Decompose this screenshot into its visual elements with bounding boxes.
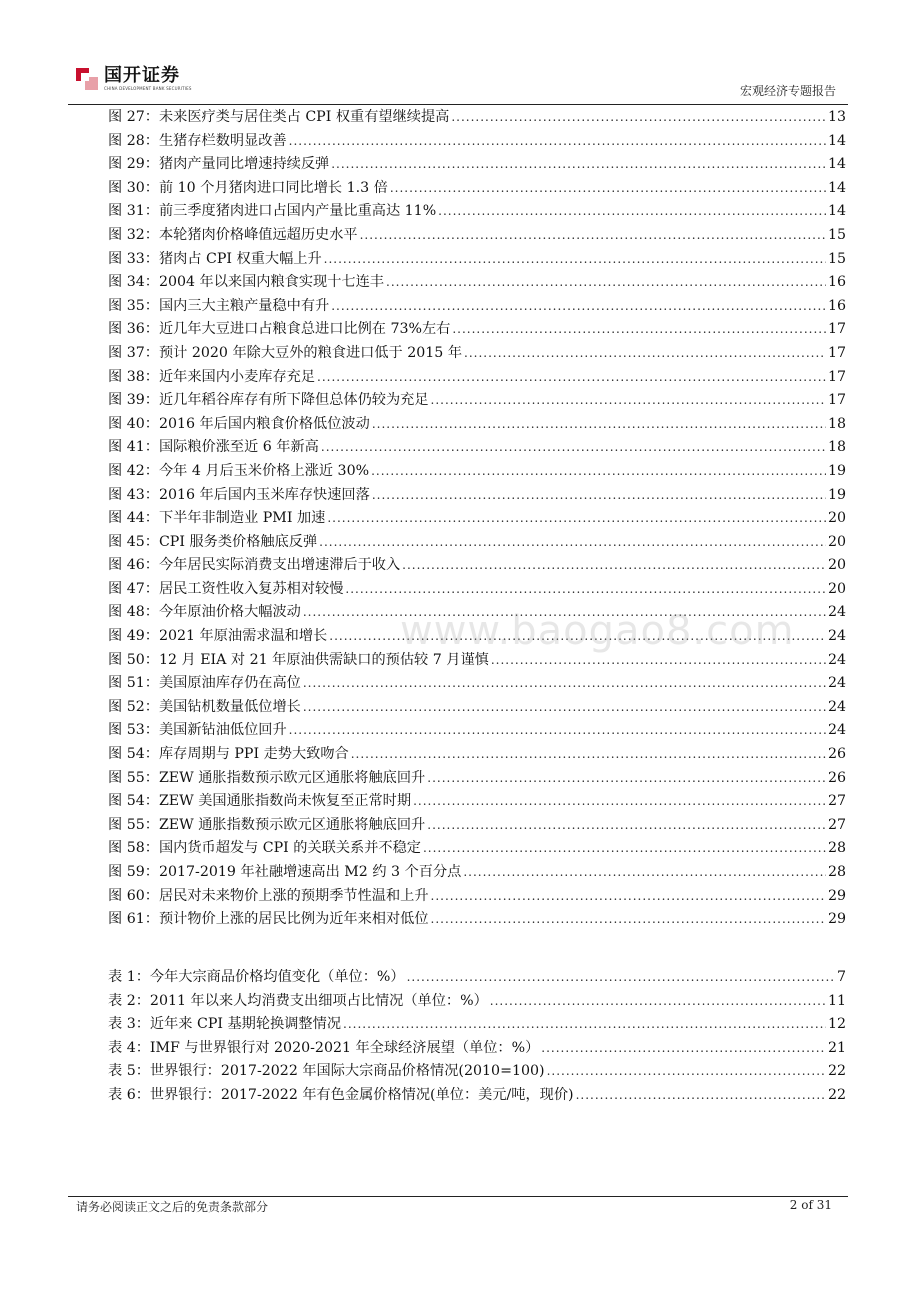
toc-entry-page: 24 xyxy=(827,675,846,692)
toc-entry-page: 24 xyxy=(827,722,846,739)
toc-leader-dots xyxy=(490,994,826,1008)
toc-entry[interactable] xyxy=(108,106,846,130)
toc-entry[interactable] xyxy=(108,460,846,484)
page-header xyxy=(76,64,846,104)
toc-entry-page: 17 xyxy=(827,344,846,361)
toc-leader-dots xyxy=(317,370,826,384)
logo-mark-icon xyxy=(76,68,98,90)
toc-entry-page: 27 xyxy=(827,793,846,810)
toc-leader-dots xyxy=(452,322,826,336)
toc-entry[interactable] xyxy=(108,531,846,555)
toc-entry[interactable] xyxy=(108,248,846,272)
toc-entry-label: 表 6：世界银行：2017-2022 年有色金属价格情况(单位：美元/吨，现价) xyxy=(108,1086,574,1103)
toc-leader-dots xyxy=(372,417,826,431)
toc-entry-label: 表 1：今年大宗商品价格均值变化（单位：%） xyxy=(108,969,405,985)
toc-entry[interactable] xyxy=(108,837,846,861)
toc-entry-label: 图 39：近几年稻谷库存有所下降但总体仍较为充足 xyxy=(108,392,429,409)
toc-entry[interactable] xyxy=(108,1084,846,1108)
toc-leader-dots xyxy=(324,252,826,266)
toc-leader-dots xyxy=(360,228,826,242)
toc-entry-page: 15 xyxy=(827,250,846,267)
toc-entry-label: 表 4：IMF 与世界银行对 2020-2021 年全球经济展望（单位：%） xyxy=(108,1039,540,1056)
toc-entry-page: 24 xyxy=(827,628,846,645)
toc-entry-label: 图 37：预计 2020 年除大豆外的粮食进口低于 2015 年 xyxy=(108,344,463,361)
toc-leader-dots xyxy=(576,1088,826,1102)
toc-entry-page: 20 xyxy=(827,580,846,597)
toc-leader-dots xyxy=(431,912,826,926)
toc-leader-dots xyxy=(329,629,826,643)
toc-entry[interactable] xyxy=(108,743,846,767)
toc-entry[interactable] xyxy=(108,224,846,248)
toc-entry-page: 14 xyxy=(827,132,846,149)
toc-entry[interactable] xyxy=(108,1013,846,1037)
toc-leader-dots xyxy=(345,582,826,596)
toc-entry-label: 图 40：2016 年后国内粮食价格低位波动 xyxy=(108,415,370,432)
toc-entry-label: 图 47：居民工资性收入复苏相对较慢 xyxy=(108,580,344,597)
toc-entry-page: 26 xyxy=(827,769,846,786)
toc-entry-label: 图 54：库存周期与 PPI 走势大致吻合 xyxy=(108,746,349,763)
toc-entry-page: 26 xyxy=(827,746,846,763)
toc-entry-label: 图 32：本轮猪肉价格峰值远超历史水平 xyxy=(108,226,358,243)
toc-entry[interactable] xyxy=(108,484,846,508)
toc-entry-page: 17 xyxy=(827,392,846,409)
toc-entry[interactable] xyxy=(108,578,846,602)
toc-entry-page: 20 xyxy=(827,533,846,550)
toc-entry[interactable] xyxy=(108,908,846,932)
toc-entry[interactable] xyxy=(108,271,846,295)
toc-entry-label: 图 52：美国钻机数量低位增长 xyxy=(108,698,301,715)
toc-entry-label: 图 41：国际粮价涨至近 6 年新高 xyxy=(108,439,319,456)
footer-divider xyxy=(68,1196,848,1197)
toc-entry-label: 表 2：2011 年以来人均消费支出细项占比情况（单位：%） xyxy=(108,992,488,1009)
toc-leader-dots xyxy=(431,889,826,903)
toc-entry[interactable] xyxy=(108,130,846,154)
toc-entry-page: 19 xyxy=(827,462,846,479)
toc-entry-label: 图 36：近几年大豆进口占粮食总进口比例在 73%左右 xyxy=(108,321,451,338)
toc-entry-page: 24 xyxy=(827,651,846,668)
toc-leader-dots xyxy=(289,723,826,737)
toc-leader-dots xyxy=(547,1064,826,1078)
toc-entry-label: 图 51：美国原油库存仍在高位 xyxy=(108,675,301,692)
toc-entry-page: 7 xyxy=(836,969,846,985)
toc-entry[interactable] xyxy=(108,366,846,390)
toc-entry[interactable] xyxy=(108,966,846,990)
toc-entry[interactable] xyxy=(108,436,846,460)
toc-entry-page: 18 xyxy=(827,415,846,432)
toc-entry-label: 图 54：ZEW 美国通胀指数尚未恢复至正常时期 xyxy=(108,793,412,810)
toc-entry[interactable] xyxy=(108,554,846,578)
toc-entry-label: 图 30：前 10 个月猪肉进口同比增长 1.3 倍 xyxy=(108,179,388,196)
toc-entry-label: 图 50：12 月 EIA 对 21 年原油供需缺口的预估较 7 月谨慎 xyxy=(108,651,489,668)
logo-name-en: CHINA DEVELOPMENT BANK SECURITIES xyxy=(104,86,192,91)
toc-leader-dots xyxy=(343,1017,826,1031)
toc-leader-dots xyxy=(427,818,826,832)
toc-entry-page: 24 xyxy=(827,698,846,715)
toc-entry[interactable] xyxy=(108,389,846,413)
toc-entry[interactable] xyxy=(108,200,846,224)
toc-entry[interactable] xyxy=(108,885,846,909)
toc-entry[interactable] xyxy=(108,318,846,342)
toc-leader-dots xyxy=(438,204,826,218)
toc-entry[interactable] xyxy=(108,790,846,814)
toc-entry-page: 29 xyxy=(827,911,846,928)
toc-leader-dots xyxy=(351,747,826,761)
toc-leader-dots xyxy=(331,299,826,313)
toc-entry-label: 图 28：生猪存栏数明显改善 xyxy=(108,132,287,149)
toc-entry-page: 15 xyxy=(827,226,846,243)
logo-name-cn: 国开证券 xyxy=(104,65,180,86)
toc-entry[interactable] xyxy=(108,507,846,531)
toc-entry[interactable] xyxy=(108,295,846,319)
company-logo xyxy=(76,66,192,91)
toc-leader-dots xyxy=(303,700,826,714)
toc-entry[interactable] xyxy=(108,413,846,437)
toc-entry-label: 图 27：未来医疗类与居住类占 CPI 权重有望继续提高 xyxy=(108,109,450,125)
toc-entry-label: 图 33：猪肉占 CPI 权重大幅上升 xyxy=(108,250,322,267)
toc-entry-page: 28 xyxy=(827,864,846,880)
toc-entry-label: 图 55：ZEW 通胀指数预示欧元区通胀将触底回升 xyxy=(108,769,426,786)
toc-entry-label: 图 55：ZEW 通胀指数预示欧元区通胀将触底回升 xyxy=(108,816,426,833)
toc-entry-page: 21 xyxy=(827,1039,846,1056)
toc-entry-page: 14 xyxy=(827,156,846,173)
toc-leader-dots xyxy=(371,464,826,478)
toc-leader-dots xyxy=(413,794,826,808)
toc-leader-dots xyxy=(431,393,826,407)
toc-leader-dots xyxy=(372,488,826,502)
toc-entry[interactable] xyxy=(108,1037,846,1061)
toc-entry[interactable] xyxy=(108,177,846,201)
toc-entry-page: 28 xyxy=(827,840,846,857)
toc-entry-label: 图 49：2021 年原油需求温和增长 xyxy=(108,628,328,645)
footer-disclaimer: 请务必阅读正文之后的免责条款部分 xyxy=(76,1200,269,1214)
toc-entry[interactable] xyxy=(108,990,846,1014)
toc-entry-page: 18 xyxy=(827,439,846,456)
toc-leader-dots xyxy=(491,653,826,667)
toc-entry-label: 图 34：2004 年以来国内粮食实现十七连丰 xyxy=(108,274,384,291)
toc-entry-page: 16 xyxy=(827,274,846,291)
toc-entry-page: 20 xyxy=(827,510,846,527)
toc-entry-label: 图 31：前三季度猪肉进口占国内产量比重高达 11% xyxy=(108,203,437,220)
header-divider xyxy=(68,104,848,105)
toc-leader-dots xyxy=(327,511,826,525)
toc-entry[interactable] xyxy=(108,861,846,885)
toc-entry[interactable] xyxy=(108,342,846,366)
toc-leader-dots xyxy=(386,275,826,289)
toc-entry[interactable] xyxy=(108,601,846,625)
toc-entry[interactable] xyxy=(108,153,846,177)
toc-leader-dots xyxy=(423,841,826,855)
toc-leader-dots xyxy=(390,181,826,195)
tables-toc xyxy=(108,966,846,1108)
toc-entry-page: 19 xyxy=(827,486,846,503)
toc-entry-label: 图 35：国内三大主粮产量稳中有升 xyxy=(108,297,330,314)
toc-entry-page: 14 xyxy=(827,179,846,196)
toc-entry-label: 图 58：国内货币超发与 CPI 的关联关系并不稳定 xyxy=(108,840,421,857)
toc-leader-dots xyxy=(331,157,826,171)
toc-entry-page: 17 xyxy=(827,321,846,338)
toc-entry-label: 图 46：今年居民实际消费支出增速滞后于收入 xyxy=(108,557,401,574)
toc-leader-dots xyxy=(464,346,826,360)
toc-leader-dots xyxy=(289,134,826,148)
figures-toc xyxy=(108,106,846,932)
toc-entry-label: 图 44：下半年非制造业 PMI 加速 xyxy=(108,510,326,527)
toc-leader-dots xyxy=(451,110,826,124)
toc-entry-page: 17 xyxy=(827,368,846,385)
toc-entry-label: 图 59：2017-2019 年社融增速高出 M2 约 3 个百分点 xyxy=(108,864,462,880)
toc-entry[interactable] xyxy=(108,767,846,791)
toc-entry-label: 图 53：美国新钻油低位回升 xyxy=(108,722,287,739)
toc-entry-label: 表 3：近年来 CPI 基期轮换调整情况 xyxy=(108,1016,342,1033)
toc-entry-page: 13 xyxy=(827,109,846,125)
toc-entry[interactable] xyxy=(108,672,846,696)
toc-entry-page: 20 xyxy=(827,557,846,574)
toc-entry-page: 22 xyxy=(827,1063,846,1080)
toc-entry-page: 22 xyxy=(827,1086,846,1103)
toc-leader-dots xyxy=(321,440,826,454)
toc-leader-dots xyxy=(541,1041,826,1055)
toc-entry-label: 图 48：今年原油价格大幅波动 xyxy=(108,604,301,621)
toc-leader-dots xyxy=(319,535,826,549)
toc-leader-dots xyxy=(407,970,835,984)
toc-entry-label: 图 29：猪肉产量同比增速持续反弹 xyxy=(108,156,330,173)
toc-entry-label: 图 42：今年 4 月后玉米价格上涨近 30% xyxy=(108,462,370,479)
watermark: www.baogao8.com xyxy=(400,608,795,654)
report-type: 宏观经济专题报告 xyxy=(739,84,836,98)
toc-entry-page: 16 xyxy=(827,297,846,314)
toc-entry-label: 图 61：预计物价上涨的居民比例为近年来相对低位 xyxy=(108,911,429,928)
toc-entry-page: 12 xyxy=(827,1016,846,1033)
toc-entry-page: 29 xyxy=(827,887,846,904)
toc-entry-label: 图 45：CPI 服务类价格触底反弹 xyxy=(108,533,318,550)
toc-entry[interactable] xyxy=(108,696,846,720)
toc-entry-page: 14 xyxy=(827,203,846,220)
toc-entry-label: 图 38：近年来国内小麦库存充足 xyxy=(108,368,316,385)
toc-leader-dots xyxy=(402,558,826,572)
toc-entry-label: 表 5：世界银行：2017-2022 年国际大宗商品价格情况(2010=100) xyxy=(108,1063,545,1080)
toc-entry[interactable] xyxy=(108,814,846,838)
toc-entry-page: 24 xyxy=(827,604,846,621)
toc-entry[interactable] xyxy=(108,625,846,649)
toc-entry-page: 11 xyxy=(827,992,846,1009)
toc-entry[interactable] xyxy=(108,719,846,743)
toc-leader-dots xyxy=(303,676,826,690)
toc-entry[interactable] xyxy=(108,1060,846,1084)
toc-entry[interactable] xyxy=(108,649,846,673)
toc-entry-page: 27 xyxy=(827,816,846,833)
toc-leader-dots xyxy=(303,605,826,619)
toc-entry-label: 图 60：居民对未来物价上涨的预期季节性温和上升 xyxy=(108,887,429,904)
page-number: 2 of 31 xyxy=(789,1198,832,1212)
toc-leader-dots xyxy=(463,865,826,879)
toc-entry-label: 图 43：2016 年后国内玉米库存快速回落 xyxy=(108,486,370,503)
toc-leader-dots xyxy=(427,771,826,785)
